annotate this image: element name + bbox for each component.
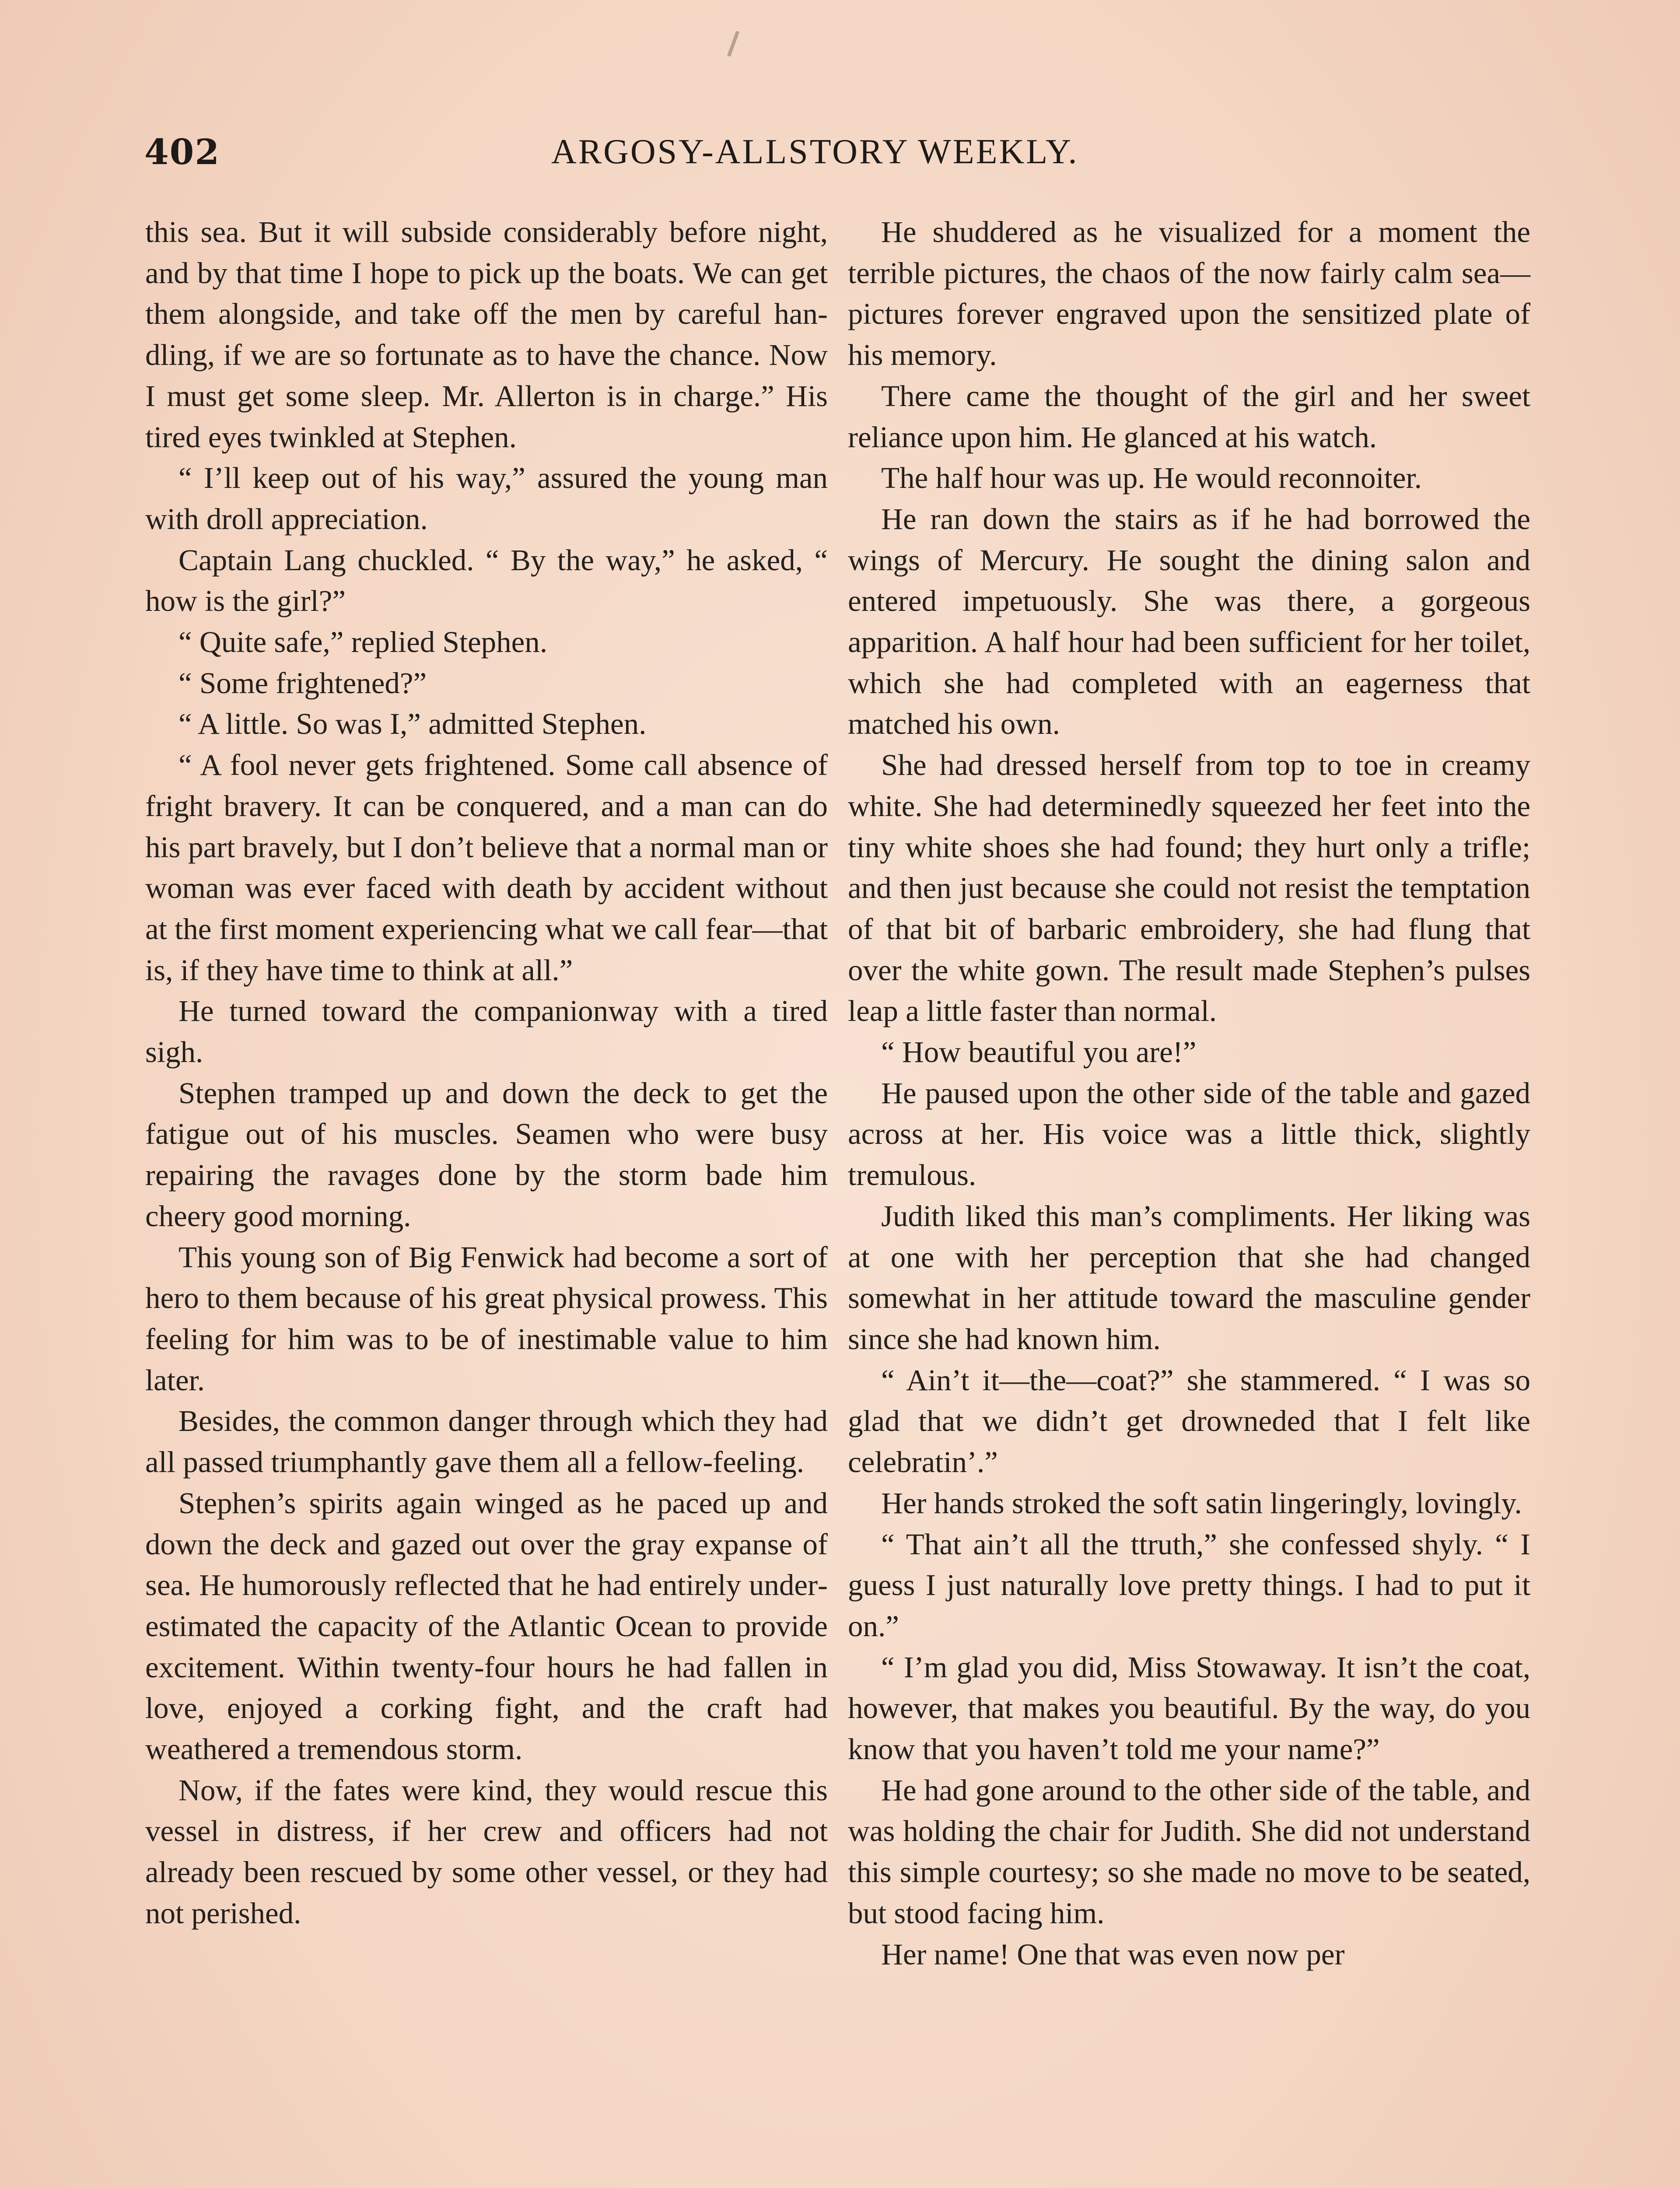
paragraph: Judith liked this man’s compliments. Her liking was at one with her perception that she had changed somewhat in her attitude toward the masculine gender since she had known him. — [848, 1199, 1530, 1356]
paragraph: “ A little. So was I,” admitted Stephen. — [178, 707, 647, 741]
running-head: ARGOSY-ALLSTORY WEEKLY. — [551, 133, 1079, 171]
paragraph: She had dressed herself from top to toe in creamy white. She had determinedly squeezed her feet into the tiny white shoes she had found; they hurt only a trifle; and then just because she could not resist the temptation of that bit of barbaric embroidery, she had flung that over the white gown. The result made Stephen’s pulses leap a little faster than normal. — [848, 748, 1530, 1028]
paragraph: This young son of Big Fenwick had become a sort of hero to them because of his great physical prowess. This feeling for him was to be of inestimable value to him later. — [145, 1240, 828, 1397]
paragraph: “ Some frightened?” — [178, 666, 427, 700]
right-column — [848, 212, 1530, 1975]
paragraph: “ Ain’t it—the—coat?” she stammered. “ I was so glad that we didn’t get drowneded that I felt like celebratin’.” — [848, 1363, 1530, 1479]
paragraph: this sea. But it will subside considerably before night, and by that time I hope to pick up the boats. We can get them alongside, and take off the men by careful handling, if we are so fortunate as to have the chance. Now I must get some sleep. Mr. Allerton is in charge.” His tired eyes twinkled at Stephen. — [145, 215, 828, 454]
paragraph: He shuddered as he visualized for a moment the terrible pictures, the chaos of the now fairly calm sea—pictures forever engraved upon the sensitized plate of his memory. — [848, 215, 1530, 372]
paragraph: He turned toward the companionway with a tired sigh. — [145, 994, 828, 1069]
paragraph: “ I’m glad you did, Miss Stowaway. It isn’t the coat, however, that makes you beautiful. By the way, do you know that you haven’t told me your name?” — [848, 1650, 1530, 1766]
paragraph: Her name! One that was even now per — [881, 1937, 1345, 1971]
paragraph: He ran down the stairs as if he had borrowed the wings of Mercury. He sought the dining salon and entered impetuously. She was there, a gorgeous apparition. A half hour had been sufficient for her toilet, which she had completed with an eagerness that matched his own. — [848, 502, 1530, 741]
paragraph: The half hour was up. He would reconnoiter. — [881, 461, 1422, 495]
page-number: 402 — [144, 131, 220, 172]
left-column — [145, 212, 828, 1934]
paragraph: Besides, the common danger through which they had all passed triumphantly gave them all a fellow-feeling. — [145, 1404, 828, 1479]
paragraph: Her hands stroked the soft satin lingeringly, lovingly. — [881, 1486, 1522, 1520]
paragraph: “ A fool never gets frightened. Some call absence of fright bravery. It can be conquered, and a man can do his part bravely, but I don’t believe that a normal man or woman was ever faced with death by accident without at the first moment experiencing what we call fear—that is, if they have time to think at all.” — [145, 748, 828, 987]
paragraph: He had gone around to the other side of the table, and was holding the chair for Judith. She did not understand this simple courtesy; so she made no move to be seated, but stood facing him. — [848, 1773, 1530, 1930]
paragraph: “ I’ll keep out of his way,” assured the young man with droll appreciation. — [145, 461, 828, 536]
paragraph: “ How beautiful you are!” — [881, 1035, 1197, 1069]
page-header — [144, 131, 1549, 184]
paragraph: There came the thought of the girl and her sweet reliance upon him. He glanced at his watch. — [848, 379, 1530, 454]
paragraph: Captain Lang chuckled. “ By the way,” he asked, “ how is the girl?” — [145, 543, 828, 618]
paragraph: “ Quite safe,” replied Stephen. — [178, 625, 547, 659]
paragraph: Stephen tramped up and down the deck to get the fatigue out of his muscles. Seamen who were busy repairing the ravages done by the storm bade him cheery good morning. — [145, 1076, 828, 1233]
paragraph: He paused upon the other side of the table and gazed across at her. His voice was a little thick, slightly tremulous. — [848, 1076, 1530, 1192]
paper-mark — [727, 31, 739, 56]
paragraph: Now, if the fates were kind, they would rescue this vessel in distress, if her crew and officers had not already been rescued by some other vessel, or they had not perished. — [145, 1773, 828, 1930]
paragraph: Stephen’s spirits again winged as he paced up and down the deck and gazed out over the gray expanse of sea. He humorously reflected that he had entirely underestimated the capacity of the Atlantic Ocean to provide excitement. Within twenty-four hours he had fallen in love, enjoyed a corking fight, and the craft had weathered a tremendous storm. — [145, 1486, 828, 1766]
paragraph: “ That ain’t all the ttruth,” she confessed shyly. “ I guess I just naturally love pretty things. I had to put it on.” — [848, 1527, 1530, 1643]
